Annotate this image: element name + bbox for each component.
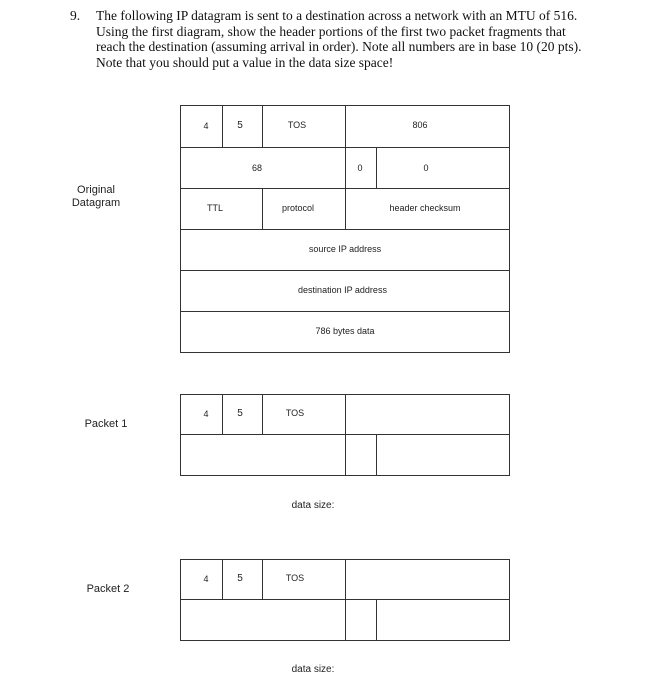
packet1-tos: TOS: [285, 408, 305, 418]
packet2-tos: TOS: [285, 573, 305, 583]
original-identification: 68: [251, 163, 262, 173]
original-fragment-offset: 0: [423, 163, 429, 173]
packet1-data-size-label: data size:: [291, 500, 335, 511]
packet1-hlen: 5: [237, 408, 243, 419]
original-source-ip: source IP address: [308, 244, 382, 254]
packet2-version: 4: [203, 574, 209, 584]
original-datagram-label: Original Datagram: [71, 184, 121, 209]
packet1-version: 4: [203, 409, 209, 419]
original-flag-mid: 0: [357, 163, 363, 173]
packet2-hlen: 5: [237, 573, 243, 584]
original-data-size: 786 bytes data: [315, 326, 375, 336]
packet2-label: Packet 2: [86, 583, 130, 595]
packet2-data-size-label: data size:: [291, 664, 335, 675]
question-number: 9.: [70, 8, 81, 23]
original-version: 4: [203, 121, 209, 131]
original-tos: TOS: [287, 120, 307, 130]
original-header-checksum: header checksum: [389, 203, 461, 213]
question-text: The following IP datagram is sent to a destination across a network with an MTU of 516. Using the first diagram, show the header portions of the first two packet fragments that reach the destination (assuming arrival in order). Note all numbers are in base 10 (20 pts). Note that you should put a value in the data size space!: [96, 8, 582, 70]
question-block: [70, 8, 590, 70]
original-destination-ip: destination IP address: [298, 285, 387, 295]
original-total-length: 806: [412, 120, 428, 130]
packet1-label: Packet 1: [84, 418, 128, 430]
original-ttl: TTL: [206, 203, 223, 213]
original-hlen: 5: [237, 120, 243, 131]
original-protocol: protocol: [281, 203, 315, 213]
